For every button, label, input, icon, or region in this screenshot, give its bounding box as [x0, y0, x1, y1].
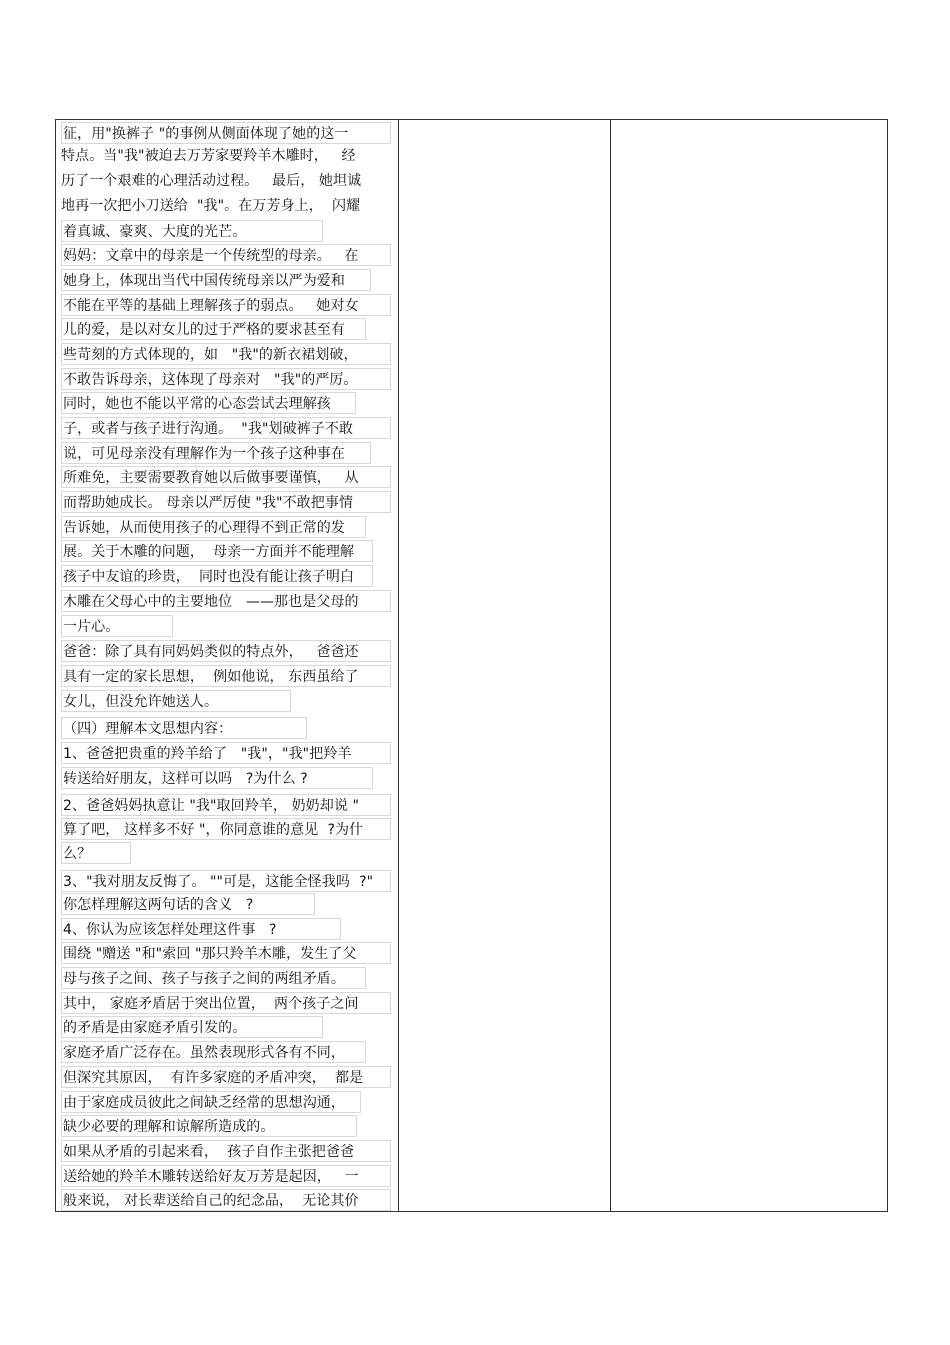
- text-line: 但深究其原因， 有许多家庭的矛盾冲突， 都是: [61, 1066, 391, 1088]
- text-line: 历了一个艰难的心理活动过程。 最后， 她坦诚: [61, 173, 362, 189]
- text-line: 缺少必要的理解和谅解所造成的。: [61, 1115, 357, 1137]
- text-line: 3、"我对朋友反悔了。 ""可是，这能全怪我吗 ?": [61, 870, 391, 892]
- text-line: 特点。当"我"被迫去万芳家要羚羊木雕时， 经: [61, 148, 356, 164]
- text-line: 而帮助她成长。 母亲以严厉使 "我"不敢把事情: [61, 491, 391, 513]
- content-text-block: [56, 120, 398, 1211]
- text-line: 一片心。: [61, 615, 173, 637]
- text-line: 母与孩子之间、孩子与孩子之间的两组矛盾。: [61, 967, 366, 989]
- text-line: 些苛刻的方式体现的，如 "我"的新衣裙划破，: [61, 343, 391, 365]
- empty-cell-right: [611, 120, 888, 1212]
- text-line: 说，可见母亲没有理解作为一个孩子这种事在: [61, 442, 371, 464]
- text-line: 爸爸：除了具有同妈妈类似的特点外， 爸爸还: [61, 640, 391, 662]
- text-line: 不能在平等的基础上理解孩子的弱点。 她对女: [61, 294, 391, 316]
- text-line: 么？: [61, 842, 131, 864]
- text-line: （四）理解本文思想内容：: [61, 717, 307, 739]
- text-line: 展。关于木雕的问题， 母亲一方面并不能理解: [61, 540, 373, 562]
- text-line: 所难免，主要需要教育她以后做事要谨慎， 从: [61, 466, 391, 488]
- empty-cell-middle: [399, 120, 611, 1212]
- text-line: 儿的爱，是以对女儿的过于严格的要求甚至有: [61, 318, 366, 340]
- text-line: 由于家庭成员彼此之间缺乏经常的思想沟通，: [61, 1091, 361, 1113]
- text-line: 不敢告诉母亲，这体现了母亲对 "我"的严厉。: [61, 368, 391, 390]
- text-line: 家庭矛盾广泛存在。虽然表现形式各有不同，: [61, 1041, 366, 1063]
- lesson-table: [55, 119, 888, 1212]
- text-line: 算了吧， 这样多不好 "，你同意谁的意见 ?为什: [61, 818, 391, 840]
- text-line: 同时，她也不能以平常的心态尝试去理解孩: [61, 392, 356, 414]
- text-line: 其中， 家庭矛盾居于突出位置， 两个孩子之间: [61, 992, 391, 1014]
- text-line: 具有一定的家长思想， 例如他说， 东西虽给了: [61, 665, 391, 687]
- text-line: 般来说， 对长辈送给自己的纪念品， 无论其价: [61, 1189, 391, 1211]
- text-line: 着真诚、豪爽、大度的光芒。: [61, 220, 323, 242]
- text-line: 2、爸爸妈妈执意让 "我"取回羚羊， 奶奶却说 ": [61, 794, 391, 816]
- text-line: 你怎样理解这两句话的含义 ?: [61, 893, 315, 915]
- text-line: 妈妈：文章中的母亲是一个传统型的母亲。 在: [61, 244, 391, 266]
- text-line: 送给她的羚羊木雕转送给好友万芳是起因， 一: [61, 1165, 391, 1187]
- text-line: 围绕 "赠送 "和"索回 "那只羚羊木雕，发生了父: [61, 942, 391, 964]
- content-cell: [56, 120, 399, 1212]
- text-line: 地再一次把小刀送给 "我"。在万芳身上， 闪耀: [61, 198, 361, 214]
- text-line: 征，用"换裤子 "的事例从侧面体现了她的这一: [61, 122, 391, 144]
- text-line: 木雕在父母心中的主要地位 ——那也是父母的: [61, 590, 391, 612]
- text-line: 4、你认为应该怎样处理这件事 ?: [61, 918, 341, 940]
- text-line: 她身上，体现出当代中国传统母亲以严为爱和: [61, 269, 371, 291]
- text-line: 告诉她，从而使用孩子的心理得不到正常的发: [61, 516, 366, 538]
- text-line: 孩子中友谊的珍贵， 同时也没有能让孩子明白: [61, 565, 373, 587]
- text-line: 如果从矛盾的引起来看， 孩子自作主张把爸爸: [61, 1140, 391, 1162]
- text-line: 子，或者与孩子进行沟通。 "我"划破裤子不敢: [61, 417, 391, 439]
- text-line: 转送给好朋友，这样可以吗 ?为什么 ?: [61, 767, 373, 789]
- text-line: 女儿，但没允许她送人。: [61, 690, 291, 712]
- text-line: 的矛盾是由家庭矛盾引发的。: [61, 1016, 323, 1038]
- text-line: 1、爸爸把贵重的羚羊给了 "我"，"我"把羚羊: [61, 742, 391, 764]
- table-row: [56, 120, 888, 1212]
